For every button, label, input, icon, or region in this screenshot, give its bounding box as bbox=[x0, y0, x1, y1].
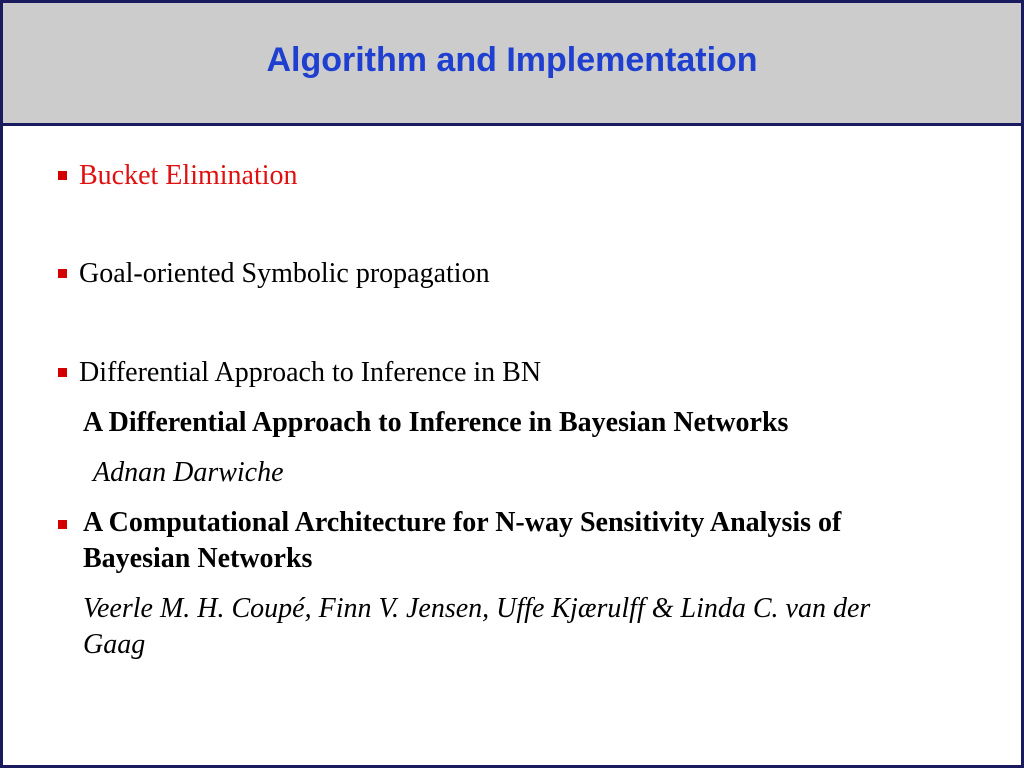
title-bar bbox=[3, 3, 1021, 126]
reference-authors-block bbox=[58, 591, 938, 663]
reference-author: Adnan Darwiche bbox=[93, 457, 284, 488]
reference-authors: Veerle M. H. Coupé, Finn V. Jensen, Uffe Kjærulff & Linda C. van der Gaag bbox=[83, 593, 871, 660]
bullet-text: Differential Approach to Inference in BN bbox=[79, 357, 542, 388]
bullet-item-computational-architecture bbox=[58, 505, 878, 577]
reference-title: A Differential Approach to Inference in Bayesian Networks bbox=[83, 407, 789, 438]
bullet-text: Goal-oriented Symbolic propagation bbox=[79, 258, 490, 289]
square-bullet-icon bbox=[58, 368, 67, 377]
bullet-text: A Computational Architecture for N-way Sensitivity Analysis of Bayesian Networks bbox=[83, 507, 842, 574]
slide-title: Algorithm and Implementation bbox=[266, 41, 758, 79]
bullet-item-differential-approach bbox=[58, 355, 541, 391]
square-bullet-icon bbox=[58, 269, 67, 278]
square-bullet-icon bbox=[58, 171, 67, 180]
bullet-item-goal-oriented bbox=[58, 256, 490, 292]
bullet-text: Bucket Elimination bbox=[79, 160, 298, 191]
square-bullet-icon bbox=[58, 520, 67, 529]
bullet-item-bucket-elimination bbox=[58, 158, 298, 194]
